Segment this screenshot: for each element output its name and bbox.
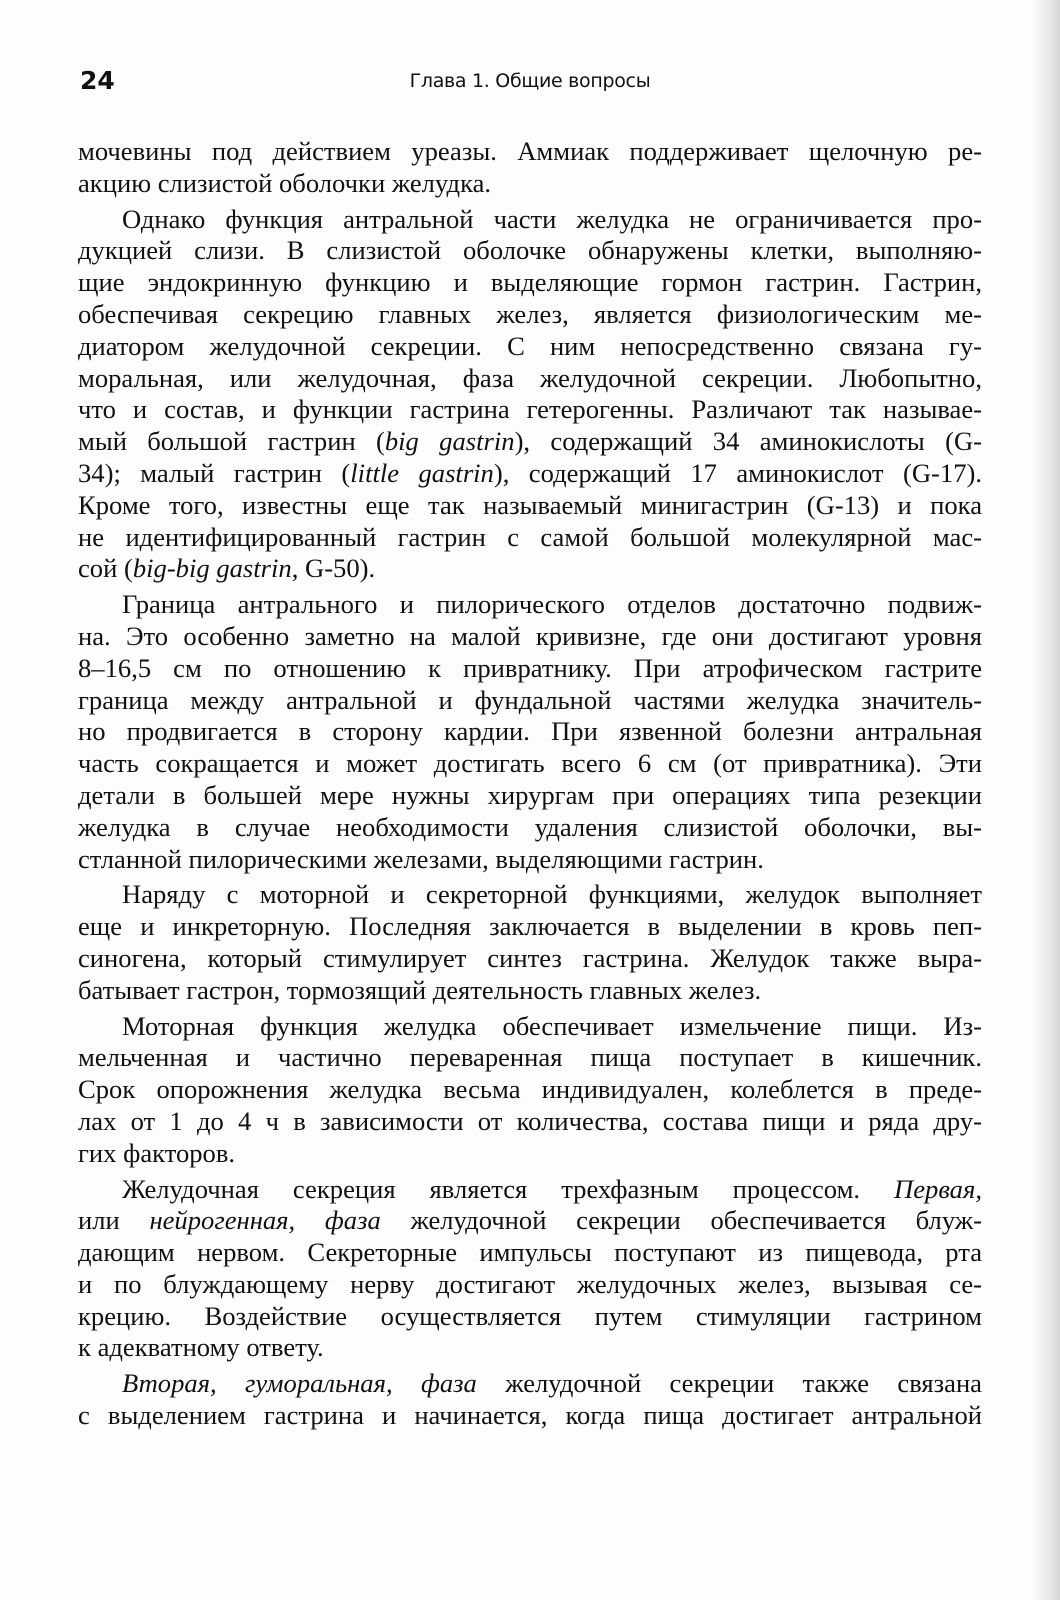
text-line bbox=[78, 621, 982, 653]
text-span: граница между антральной и фундальной частями желудка значитель- bbox=[78, 684, 982, 715]
text-span: что и состав, и функции гастрина гетерогенны. Различают так называе- bbox=[78, 394, 982, 425]
text-line bbox=[78, 911, 982, 943]
text-line bbox=[78, 812, 982, 844]
text-span: щие эндокринную функцию и выделяющие гормон гастрин. Гастрин, bbox=[78, 267, 982, 298]
body-text bbox=[78, 136, 982, 1432]
text-span: Наряду с моторной и секреторной функциями, желудок выполняет bbox=[122, 879, 982, 910]
text-span: и по блуждающему нерву достигают желудочных желез, вызывая се- bbox=[78, 1268, 982, 1299]
text-line bbox=[78, 1400, 982, 1432]
text-line bbox=[78, 1269, 982, 1301]
text-span: акцию слизистой оболочки желудка. bbox=[78, 167, 492, 198]
text-span: , G-50). bbox=[291, 553, 376, 584]
text-span: мый большой гастрин ( bbox=[78, 426, 385, 457]
text-span: на. Это особенно заметно на малой кривизне, где они достигают уровня bbox=[78, 620, 982, 651]
paragraph bbox=[78, 589, 982, 875]
text-line bbox=[78, 1368, 982, 1400]
running-title: Глава 1. Общие вопросы bbox=[409, 70, 651, 92]
text-line bbox=[78, 426, 982, 458]
text-line bbox=[78, 1042, 982, 1074]
page-number: 24 bbox=[80, 66, 115, 95]
text-line bbox=[78, 1138, 982, 1170]
text-span: не идентифицированный гастрин с самой большой молекулярной мас- bbox=[78, 521, 982, 552]
text-span: Граница антрального и пилорического отделов достаточно подвиж- bbox=[122, 589, 982, 620]
text-line bbox=[78, 943, 982, 975]
text-line bbox=[78, 879, 982, 911]
text-line bbox=[78, 458, 982, 490]
text-line bbox=[78, 1174, 982, 1206]
text-span: желудка в случае необходимости удаления слизистой оболочки, вы- bbox=[78, 811, 982, 842]
text-line bbox=[78, 267, 982, 299]
text-line bbox=[78, 168, 982, 200]
text-span: Желудочная секреция является трехфазным процессом. bbox=[122, 1173, 895, 1204]
text-span: синогена, который стимулирует синтез гастрина. Желудок также выра- bbox=[78, 942, 982, 973]
paragraph bbox=[78, 136, 982, 200]
text-line bbox=[78, 780, 982, 812]
italic-text: big gastrin bbox=[384, 426, 515, 457]
italic-text: little gastrin bbox=[350, 457, 494, 488]
text-line bbox=[78, 363, 982, 395]
text-span: дающим нервом. Секреторные импульсы поступают из пищевода, рта bbox=[78, 1237, 982, 1268]
text-span: сой ( bbox=[78, 553, 133, 584]
text-line bbox=[78, 844, 982, 876]
text-line bbox=[78, 553, 982, 585]
text-span: Срок опорожнения желудка весьма индивидуален, колеблется в преде- bbox=[78, 1074, 982, 1105]
text-span: Моторная функция желудка обеспечивает измельчение пищи. Из- bbox=[122, 1010, 982, 1041]
page-edge-shadow bbox=[1032, 0, 1060, 1600]
text-line bbox=[78, 490, 982, 522]
text-line bbox=[78, 331, 982, 363]
text-span: 8–16,5 см по отношению к привратнику. При атрофическом гастрите bbox=[78, 652, 982, 683]
paragraph bbox=[78, 1174, 982, 1365]
text-span: ), содержащий 17 аминокислот (G-17). bbox=[493, 457, 983, 488]
text-span: но продвигается в сторону кардии. При язвенной болезни антральная bbox=[78, 716, 982, 747]
text-span: мельченная и частично переваренная пища поступает в кишечник. bbox=[78, 1042, 982, 1073]
text-span: с выделением гастрина и начинается, когда пища достигает антральной bbox=[78, 1400, 982, 1431]
text-span: желудочной секреции также связана bbox=[476, 1368, 982, 1399]
text-line bbox=[78, 1106, 982, 1138]
text-span: Однако функция антральной части желудка не ограничивается про- bbox=[122, 203, 982, 234]
text-line bbox=[78, 136, 982, 168]
text-line bbox=[78, 589, 982, 621]
text-span: желудочной секреции обеспечивается блуж- bbox=[380, 1205, 982, 1236]
text-span: дукцией слизи. В слизистой оболочке обнаружены клетки, выполняю- bbox=[78, 235, 982, 266]
text-line bbox=[78, 204, 982, 236]
text-line bbox=[78, 975, 982, 1007]
paragraph bbox=[78, 204, 982, 586]
text-line bbox=[78, 235, 982, 267]
text-span: Кроме того, известны еще так называемый минигастрин (G-13) и пока bbox=[78, 489, 982, 520]
text-span: крецию. Воздействие осуществляется путем стимуляции гастрином bbox=[78, 1300, 982, 1331]
text-span: моральная, или желудочная, фаза желудочной секреции. Любопытно, bbox=[78, 362, 982, 393]
text-line bbox=[78, 1205, 982, 1237]
text-span: 34); малый гастрин ( bbox=[78, 457, 351, 488]
text-span: обеспечивая секрецию главных желез, является физиологическим ме- bbox=[78, 298, 982, 329]
text-line bbox=[78, 685, 982, 717]
paragraph bbox=[78, 1368, 982, 1432]
text-span: еще и инкреторную. Последняя заключается в выделении в кровь пеп- bbox=[78, 911, 982, 942]
text-span: к адекватному ответу. bbox=[78, 1332, 324, 1363]
text-span: диатором желудочной секреции. С ним непосредственно связана гу- bbox=[78, 330, 982, 361]
text-line bbox=[78, 716, 982, 748]
text-span: мочевины под действием уреазы. Аммиак поддерживает щелочную ре- bbox=[78, 136, 982, 166]
text-line bbox=[78, 653, 982, 685]
text-span: часть сокращается и может достигать всего 6 см (от привратника). Эти bbox=[78, 748, 982, 779]
text-line bbox=[78, 1301, 982, 1333]
italic-text: big-big gastrin bbox=[132, 553, 292, 584]
text-span: ), содержащий 34 аминокислоты (G- bbox=[514, 426, 983, 457]
text-span: гих факторов. bbox=[78, 1137, 236, 1168]
text-span: детали в большей мере нужны хирургам при операциях типа резекции bbox=[78, 779, 982, 810]
book-page bbox=[78, 66, 982, 1432]
text-span: или bbox=[78, 1205, 150, 1236]
paragraph bbox=[78, 879, 982, 1006]
text-line bbox=[78, 1237, 982, 1269]
text-line bbox=[78, 1332, 982, 1364]
text-span: стланной пилорическими железами, выделяющими гастрин. bbox=[78, 843, 764, 874]
text-line bbox=[78, 394, 982, 426]
text-line bbox=[78, 1011, 982, 1043]
text-line bbox=[78, 522, 982, 554]
text-line bbox=[78, 1074, 982, 1106]
italic-text: нейрогенная, фаза bbox=[149, 1205, 381, 1236]
italic-text: Вторая, гуморальная, фаза bbox=[122, 1368, 477, 1399]
text-line bbox=[78, 748, 982, 780]
text-span: лах от 1 до 4 ч в зависимости от количества, состава пищи и ряда дру- bbox=[78, 1105, 982, 1136]
italic-text: Первая, bbox=[894, 1173, 982, 1204]
paragraph bbox=[78, 1011, 982, 1170]
text-line bbox=[78, 299, 982, 331]
page-header bbox=[78, 66, 982, 106]
text-span: батывает гастрон, тормозящий деятельность главных желез. bbox=[78, 974, 762, 1005]
